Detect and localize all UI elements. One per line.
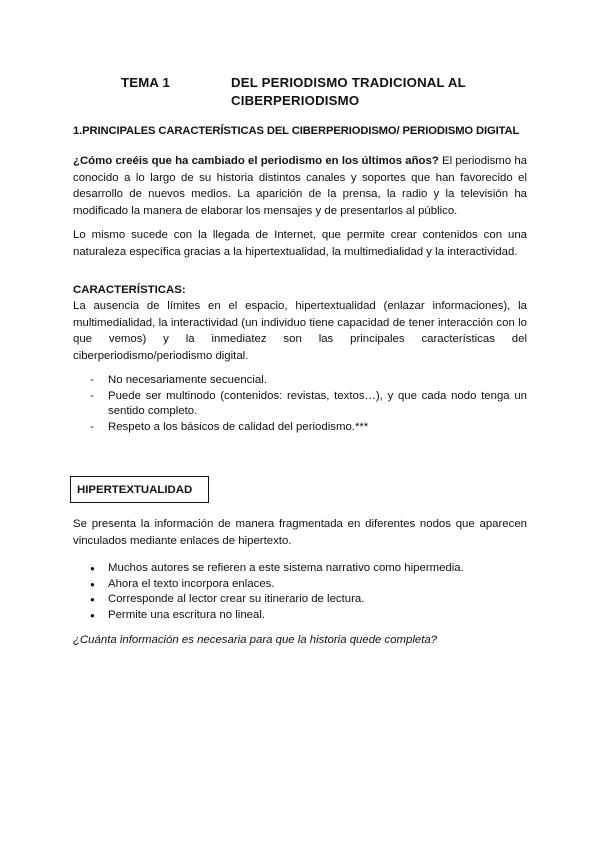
list-item: ● Corresponde al lector crear su itinerario de lectura. bbox=[90, 592, 527, 608]
internet-paragraph: Lo mismo sucede con la llegada de Internet, que permite crear contenidos con una naturaleza específica gracias a la hipertextualidad, la multimedialidad y la interactividad. bbox=[73, 229, 527, 258]
list-item: - Puede ser multinodo (contenidos: revistas, textos…), y que cada nodo tenga un sentido completo. bbox=[90, 389, 527, 420]
closing-question: ¿Cuánta información es necesaria para que la historia quede completa? bbox=[73, 634, 438, 646]
list-item: - No necesariamente secuencial. bbox=[90, 373, 527, 389]
intro-paragraph bbox=[73, 153, 527, 219]
list-item: ● Ahora el texto incorpora enlaces. bbox=[90, 577, 527, 593]
hipertextualidad-list bbox=[90, 561, 527, 623]
page-title-line2: CIBERPERIODISMO bbox=[231, 93, 360, 108]
caracteristicas-list bbox=[90, 373, 527, 435]
intro-text: El periodismo ha conocido a lo largo de su historia distintos canales y soportes que han favorecido el desarrollo de nuevos medios. La aparición de la prensa, la radio y la televisión ha modificado la manera de elaborar los mensajes y de presentarlos al público. bbox=[73, 155, 527, 217]
page-title-line1: DEL PERIODISMO TRADICIONAL AL bbox=[231, 75, 466, 90]
intro-question: ¿Cómo creéis que ha cambiado el periodismo en los últimos años? bbox=[73, 155, 439, 167]
list-item: - Respeto a los básicos de calidad del periodismo.*** bbox=[90, 420, 527, 436]
hipertextualidad-box: HIPERTEXTUALIDAD bbox=[70, 476, 209, 503]
section-heading: 1.PRINCIPALES CARACTERÍSTICAS DEL CIBERPERIODISMO/ PERIODISMO DIGITAL bbox=[73, 125, 520, 137]
list-item: ● Muchos autores se refieren a este sistema narrativo como hipermedia. bbox=[90, 561, 527, 577]
tema-label: TEMA 1 bbox=[121, 75, 171, 90]
caracteristicas-paragraph: La ausencia de límites en el espacio, hipertextualidad (enlazar informaciones), la multimedialidad, la interactividad (un individuo tiene capacidad de tener interacción con lo que vemos) y la inmediatez son las principales características del ciberperiodismo/periodismo digital. bbox=[73, 300, 527, 362]
list-item: ● Permite una escritura no lineal. bbox=[90, 608, 527, 624]
caracteristicas-heading: CARACTERÍSTICAS: bbox=[73, 284, 186, 296]
hipertextualidad-paragraph: Se presenta la información de manera fragmentada en diferentes nodos que aparecen vinculados mediante enlaces de hipertexto. bbox=[73, 518, 527, 547]
